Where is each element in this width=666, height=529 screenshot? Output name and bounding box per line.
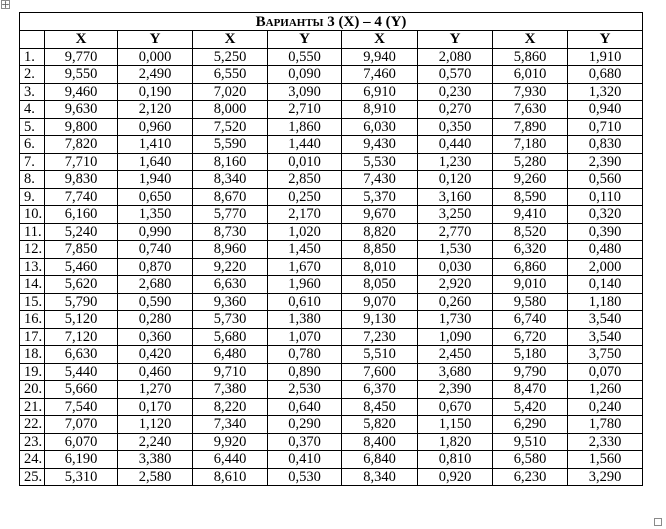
table-cell: 6,160: [45, 206, 118, 224]
table-cell: 0,680: [568, 66, 643, 84]
table-cell: 0,640: [268, 398, 342, 416]
table-cell: 0,890: [268, 363, 342, 381]
table-cell: 6,320: [493, 241, 568, 259]
table-cell: 0,290: [268, 416, 342, 434]
table-cell: 7,380: [193, 381, 268, 399]
table-cell: 0,460: [118, 363, 193, 381]
table-row: [20, 223, 643, 241]
table-cell: 5,860: [493, 48, 568, 66]
table-cell: 9,550: [45, 66, 118, 84]
table-cell: 8,220: [193, 398, 268, 416]
row-number: 16.: [20, 311, 45, 329]
table-title: [20, 13, 643, 31]
row-number: 1.: [20, 48, 45, 66]
table-cell: 2,490: [118, 66, 193, 84]
table-cell: 1,380: [268, 311, 342, 329]
table-cell: 0,410: [268, 451, 342, 469]
table-row: [20, 153, 643, 171]
table-cell: 0,830: [568, 136, 643, 154]
table-cell: 9,460: [45, 83, 118, 101]
table-cell: 7,180: [493, 136, 568, 154]
table-cell: 0,530: [268, 468, 342, 486]
table-cell: 2,390: [568, 153, 643, 171]
table-row: [20, 83, 643, 101]
move-arrows-icon: [2, 1, 9, 8]
table-row: [20, 328, 643, 346]
table-cell: 6,230: [493, 468, 568, 486]
table-cell: 0,030: [418, 258, 493, 276]
table-cell: 1,730: [418, 311, 493, 329]
table-cell: 1,780: [568, 416, 643, 434]
table-title-row: [20, 13, 643, 31]
table-cell: 5,120: [45, 311, 118, 329]
table-cell: 8,400: [342, 433, 418, 451]
table-cell: 8,520: [493, 223, 568, 241]
table-cell: 6,910: [342, 83, 418, 101]
table-cell: 3,380: [118, 451, 193, 469]
table-cell: 6,630: [193, 276, 268, 294]
table-cell: 1,270: [118, 381, 193, 399]
table-cell: 0,810: [418, 451, 493, 469]
table-cell: 1,410: [118, 136, 193, 154]
table-cell: 7,120: [45, 328, 118, 346]
table-cell: 0,570: [418, 66, 493, 84]
table-cell: 9,260: [493, 171, 568, 189]
table-cell: 3,540: [568, 311, 643, 329]
table-cell: 0,650: [118, 188, 193, 206]
table-cell: 8,610: [193, 468, 268, 486]
row-number: 21.: [20, 398, 45, 416]
table-cell: 8,670: [193, 188, 268, 206]
table-cell: 8,910: [342, 101, 418, 119]
table-cell: 5,660: [45, 381, 118, 399]
table-cell: 0,000: [118, 48, 193, 66]
row-number: 3.: [20, 83, 45, 101]
table-cell: 7,820: [45, 136, 118, 154]
table-cell: 1,860: [268, 118, 342, 136]
table-cell: 6,480: [193, 346, 268, 364]
table-cell: 2,850: [268, 171, 342, 189]
table-cell: 0,270: [418, 101, 493, 119]
variants-table: [19, 12, 643, 486]
table-title-suffix: 3 (X) – 4 (Y): [327, 13, 407, 30]
table-cell: 5,250: [193, 48, 268, 66]
table-cell: 7,020: [193, 83, 268, 101]
table-cell: 1,350: [118, 206, 193, 224]
table-cell: 1,230: [418, 153, 493, 171]
table-cell: 0,940: [568, 101, 643, 119]
table-cell: 1,640: [118, 153, 193, 171]
header-cell: Y: [418, 31, 493, 49]
row-number: 7.: [20, 153, 45, 171]
table-cell: 2,580: [118, 468, 193, 486]
table-cell: 1,910: [568, 48, 643, 66]
table-cell: 2,120: [118, 101, 193, 119]
table-row: [20, 136, 643, 154]
table-cell: 8,010: [342, 258, 418, 276]
table-cell: 0,260: [418, 293, 493, 311]
table-cell: 2,710: [268, 101, 342, 119]
table-cell: 1,260: [568, 381, 643, 399]
table-cell: 8,590: [493, 188, 568, 206]
row-number: 13.: [20, 258, 45, 276]
table-cell: 7,520: [193, 118, 268, 136]
table-cell: 1,450: [268, 241, 342, 259]
table-cell: 1,440: [268, 136, 342, 154]
table-cell: 2,920: [418, 276, 493, 294]
table-cell: 7,070: [45, 416, 118, 434]
table-cell: 2,530: [268, 381, 342, 399]
table-cell: 0,250: [268, 188, 342, 206]
table-cell: 5,440: [45, 363, 118, 381]
table-cell: 6,070: [45, 433, 118, 451]
table-cell: 1,070: [268, 328, 342, 346]
table-cell: 5,240: [45, 223, 118, 241]
table-cell: 9,920: [193, 433, 268, 451]
table-cell: 1,530: [418, 241, 493, 259]
table-cell: 8,340: [342, 468, 418, 486]
table-row: [20, 293, 643, 311]
table-cell: 1,960: [268, 276, 342, 294]
table-row: [20, 346, 643, 364]
table-cell: 0,480: [568, 241, 643, 259]
header-cell: Y: [118, 31, 193, 49]
table-cell: 6,370: [342, 381, 418, 399]
table-cell: 1,560: [568, 451, 643, 469]
table-row: [20, 66, 643, 84]
table-cell: 0,670: [418, 398, 493, 416]
table-cell: 6,440: [193, 451, 268, 469]
table-cell: 0,920: [418, 468, 493, 486]
table-row: [20, 311, 643, 329]
table-cell: 0,440: [418, 136, 493, 154]
table-cell: 5,370: [342, 188, 418, 206]
table-cell: 5,790: [45, 293, 118, 311]
table-cell: 0,360: [118, 328, 193, 346]
table-cell: 6,840: [342, 451, 418, 469]
table-cell: 9,770: [45, 48, 118, 66]
table-row: [20, 241, 643, 259]
row-number: 9.: [20, 188, 45, 206]
header-cell: X: [342, 31, 418, 49]
table-cell: 7,460: [342, 66, 418, 84]
table-cell: 1,670: [268, 258, 342, 276]
table-cell: 8,340: [193, 171, 268, 189]
table-cell: 6,580: [493, 451, 568, 469]
table-cell: 9,010: [493, 276, 568, 294]
table-cell: 7,850: [45, 241, 118, 259]
table-cell: 8,450: [342, 398, 418, 416]
table-cell: 5,530: [342, 153, 418, 171]
table-cell: 0,170: [118, 398, 193, 416]
table-cell: 6,010: [493, 66, 568, 84]
table-cell: 9,510: [493, 433, 568, 451]
header-cell-index: [20, 31, 45, 49]
table-row: [20, 258, 643, 276]
table-cell: 7,890: [493, 118, 568, 136]
table-cell: 0,190: [118, 83, 193, 101]
table-cell: 1,120: [118, 416, 193, 434]
table-cell: 1,820: [418, 433, 493, 451]
table-cell: 0,320: [568, 206, 643, 224]
row-number: 15.: [20, 293, 45, 311]
row-number: 5.: [20, 118, 45, 136]
table-cell: 6,740: [493, 311, 568, 329]
table-cell: 0,090: [268, 66, 342, 84]
table-cell: 0,990: [118, 223, 193, 241]
row-number: 11.: [20, 223, 45, 241]
row-number: 10.: [20, 206, 45, 224]
table-cell: 9,410: [493, 206, 568, 224]
table-cell: 2,240: [118, 433, 193, 451]
table-cell: 5,590: [193, 136, 268, 154]
table-cell: 3,090: [268, 83, 342, 101]
row-number: 6.: [20, 136, 45, 154]
table-row: [20, 188, 643, 206]
header-cell: X: [193, 31, 268, 49]
table-cell: 9,830: [45, 171, 118, 189]
table-cell: 2,450: [418, 346, 493, 364]
table-row: [20, 48, 643, 66]
table-cell: 3,290: [568, 468, 643, 486]
table-cell: 0,350: [418, 118, 493, 136]
table-cell: 8,000: [193, 101, 268, 119]
row-number: 2.: [20, 66, 45, 84]
table-cell: 9,790: [493, 363, 568, 381]
table-title-prefix: Варианты: [255, 13, 324, 30]
table-cell: 0,590: [118, 293, 193, 311]
table-row: [20, 451, 643, 469]
table-row: [20, 468, 643, 486]
table-cell: 8,960: [193, 241, 268, 259]
table-cell: 0,120: [418, 171, 493, 189]
table-cell: 0,960: [118, 118, 193, 136]
table-cell: 7,740: [45, 188, 118, 206]
table-cell: 9,430: [342, 136, 418, 154]
table-cell: 9,070: [342, 293, 418, 311]
table-cell: 0,870: [118, 258, 193, 276]
table-cell: 0,780: [268, 346, 342, 364]
table-cell: 7,540: [45, 398, 118, 416]
table-cell: 6,720: [493, 328, 568, 346]
table-cell: 6,290: [493, 416, 568, 434]
table-cell: 0,370: [268, 433, 342, 451]
table-row: [20, 206, 643, 224]
table-row: [20, 363, 643, 381]
table-row: [20, 416, 643, 434]
table-cell: 7,930: [493, 83, 568, 101]
table-cell: 0,390: [568, 223, 643, 241]
table-cell: 7,630: [493, 101, 568, 119]
table-cell: 1,320: [568, 83, 643, 101]
table-cell: 3,680: [418, 363, 493, 381]
table-cell: 9,630: [45, 101, 118, 119]
table-cell: 2,390: [418, 381, 493, 399]
table-row: [20, 171, 643, 189]
table-header-row: [20, 31, 643, 49]
row-number: 22.: [20, 416, 45, 434]
table-cell: 1,940: [118, 171, 193, 189]
table-cell: 7,430: [342, 171, 418, 189]
table-cell: 5,180: [493, 346, 568, 364]
table-cell: 8,050: [342, 276, 418, 294]
table-cell: 3,750: [568, 346, 643, 364]
table-row: [20, 381, 643, 399]
table-cell: 3,160: [418, 188, 493, 206]
table-cell: 0,420: [118, 346, 193, 364]
table-cell: 1,180: [568, 293, 643, 311]
row-number: 25.: [20, 468, 45, 486]
table-cell: 6,030: [342, 118, 418, 136]
table-cell: 9,940: [342, 48, 418, 66]
table-cell: 0,110: [568, 188, 643, 206]
table-cell: 3,540: [568, 328, 643, 346]
table-move-handle[interactable]: [1, 0, 10, 9]
row-number: 19.: [20, 363, 45, 381]
row-number: 23.: [20, 433, 45, 451]
table-row: [20, 101, 643, 119]
table-cell: 2,680: [118, 276, 193, 294]
table-cell: 5,730: [193, 311, 268, 329]
table-cell: 3,250: [418, 206, 493, 224]
table-cell: 0,550: [268, 48, 342, 66]
table-cell: 9,580: [493, 293, 568, 311]
table-cell: 5,620: [45, 276, 118, 294]
table-cell: 0,610: [268, 293, 342, 311]
table-cell: 5,510: [342, 346, 418, 364]
table-cell: 6,190: [45, 451, 118, 469]
table-cell: 1,150: [418, 416, 493, 434]
table-cell: 2,330: [568, 433, 643, 451]
table-cell: 9,360: [193, 293, 268, 311]
table-cell: 1,020: [268, 223, 342, 241]
table-cell: 0,230: [418, 83, 493, 101]
header-cell: Y: [268, 31, 342, 49]
table-cell: 5,280: [493, 153, 568, 171]
table-cell: 0,740: [118, 241, 193, 259]
row-number: 8.: [20, 171, 45, 189]
table-cell: 9,220: [193, 258, 268, 276]
header-cell: Y: [568, 31, 643, 49]
table-cell: 5,680: [193, 328, 268, 346]
table-cell: 2,170: [268, 206, 342, 224]
table-cell: 5,420: [493, 398, 568, 416]
table-cell: 7,340: [193, 416, 268, 434]
table-cell: 7,600: [342, 363, 418, 381]
table-cell: 7,230: [342, 328, 418, 346]
table-row: [20, 276, 643, 294]
table-cell: 5,820: [342, 416, 418, 434]
table-cell: 7,710: [45, 153, 118, 171]
header-cell: X: [45, 31, 118, 49]
table-cell: 8,820: [342, 223, 418, 241]
row-number: 12.: [20, 241, 45, 259]
table-cell: 0,010: [268, 153, 342, 171]
table-cell: 8,850: [342, 241, 418, 259]
row-number: 24.: [20, 451, 45, 469]
table-cell: 8,730: [193, 223, 268, 241]
table-cell: 0,140: [568, 276, 643, 294]
table-cell: 9,670: [342, 206, 418, 224]
table-cell: 9,710: [193, 363, 268, 381]
table-cell: 5,770: [193, 206, 268, 224]
table-cell: 0,240: [568, 398, 643, 416]
table-cell: 9,800: [45, 118, 118, 136]
header-cell: X: [493, 31, 568, 49]
row-number: 17.: [20, 328, 45, 346]
table-cell: 8,160: [193, 153, 268, 171]
table-cell: 1,090: [418, 328, 493, 346]
row-number: 18.: [20, 346, 45, 364]
table-cell: 0,560: [568, 171, 643, 189]
row-number: 14.: [20, 276, 45, 294]
table-cell: 8,470: [493, 381, 568, 399]
table-row: [20, 433, 643, 451]
table-cell: 0,710: [568, 118, 643, 136]
table-cell: 6,630: [45, 346, 118, 364]
table-cell: 2,080: [418, 48, 493, 66]
table-cell: 2,770: [418, 223, 493, 241]
table-cell: 2,000: [568, 258, 643, 276]
table-cell: 9,130: [342, 311, 418, 329]
table-cell: 5,310: [45, 468, 118, 486]
table-cell: 6,860: [493, 258, 568, 276]
table-cell: 6,550: [193, 66, 268, 84]
row-number: 4.: [20, 101, 45, 119]
table-cell: 0,280: [118, 311, 193, 329]
row-number: 20.: [20, 381, 45, 399]
resize-square-icon[interactable]: [654, 518, 662, 526]
table-cell: 0,070: [568, 363, 643, 381]
table-row: [20, 398, 643, 416]
table-row: [20, 118, 643, 136]
table-cell: 5,460: [45, 258, 118, 276]
